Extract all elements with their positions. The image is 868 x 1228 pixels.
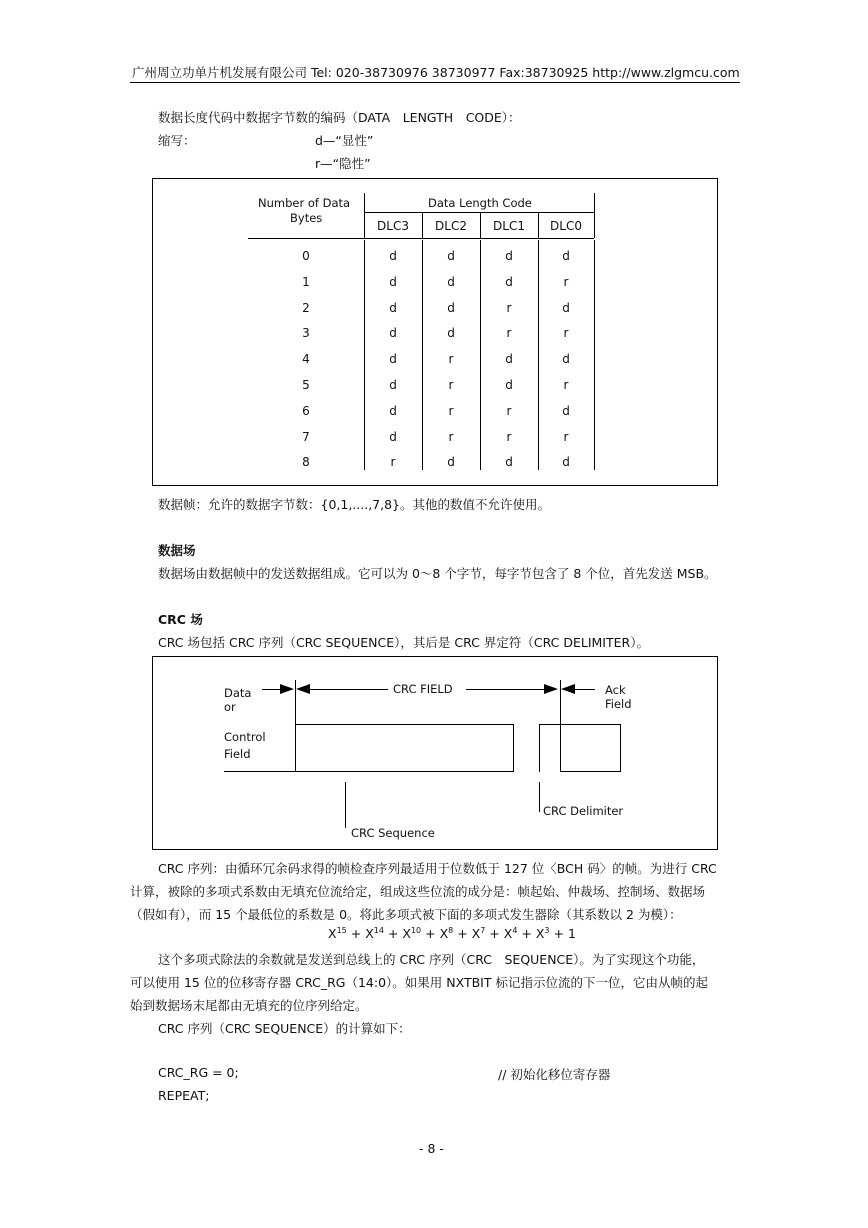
dlc-cell: r xyxy=(448,352,454,367)
data-field-text: 数据场由数据帧中的发送数据组成。它可以为 0～8 个字节，每字节包含了 8 个位，首先发送 MSB。 xyxy=(158,566,717,581)
remainder-para-line3: 始到数据场末尾都由无填充的位序列给定。 xyxy=(130,998,368,1013)
dlc-cell: r xyxy=(506,326,512,341)
poly-operator: + xyxy=(549,926,568,942)
row-byte-count: 7 xyxy=(302,429,310,444)
crc-delimiter-label: CRC Delimiter xyxy=(543,804,624,818)
body-col-divider-4 xyxy=(594,240,595,470)
abbr-label: 缩写： xyxy=(158,133,196,148)
poly-operator: + xyxy=(485,926,504,942)
signal-edge-1 xyxy=(513,724,514,772)
poly-term-base: X xyxy=(439,926,449,942)
dlc-cell: r xyxy=(506,403,512,418)
poly-operator: + xyxy=(517,926,536,942)
arrow-ack-head xyxy=(561,684,575,694)
row-byte-count: 5 xyxy=(302,378,310,392)
poly-term-base: X xyxy=(535,926,545,942)
dlc-cell: r xyxy=(506,429,512,444)
dlc-cell: d xyxy=(389,429,397,444)
body-col-divider-3 xyxy=(538,240,539,470)
col-divider-3 xyxy=(538,212,539,238)
dlc-cell: d xyxy=(389,300,397,315)
dlc-cell: d xyxy=(389,378,397,392)
code-line-2: REPEAT; xyxy=(158,1088,210,1103)
row-byte-count: 3 xyxy=(302,326,310,341)
dlc-cell: d xyxy=(447,326,455,341)
poly-term-exponent: 15 xyxy=(336,926,347,935)
poly-term-base: X xyxy=(365,926,374,942)
row-byte-count: 1 xyxy=(302,274,310,289)
calc-intro: CRC 序列（CRC SEQUENCE）的计算如下： xyxy=(158,1021,411,1036)
poly-term-exponent: 4 xyxy=(512,926,518,935)
poly-operator: + xyxy=(346,926,366,942)
dlc-cell: d xyxy=(505,274,513,289)
group-header-rule xyxy=(364,212,594,213)
dlc-cell: d xyxy=(447,249,455,263)
signal-low-1 xyxy=(224,771,514,772)
crc-seq-para-line3: （假如有），而 15 个最低位的系数是 0。将此多项式被下面的多项式发生器除（其系数以 2 为模）： xyxy=(130,907,682,922)
body-col-divider-0 xyxy=(364,240,365,470)
poly-operator: + xyxy=(453,926,472,942)
diagram-ack-field-label: Field xyxy=(605,697,632,711)
crc-seq-para-line2: 计算，被除的多项式系数由无填充位流给定，组成这些位流的成分是：帧起始、仲裁场、控制场、数据场 xyxy=(130,884,706,899)
signal-edge-3 xyxy=(620,724,621,772)
arrow-crc-end-head xyxy=(544,684,558,694)
dlc-cell: r xyxy=(390,455,396,470)
poly-term-exponent: 10 xyxy=(410,926,422,935)
body-col-divider-2 xyxy=(480,240,481,470)
arrow-ack-shaft xyxy=(575,689,595,690)
col-header-dlc1: DLC1 xyxy=(493,219,525,233)
row-byte-count: 2 xyxy=(302,300,310,315)
body-col-divider-1 xyxy=(422,240,423,470)
dlc-cell: d xyxy=(562,455,570,470)
dlc-cell: d xyxy=(447,274,455,289)
col-divider-1 xyxy=(422,212,423,238)
remainder-para-line2: 可以使用 15 位的位移寄存器 CRC_RG（14:0）。如果用 NXTBIT 标记指示位流的下一位，它由从帧的起 xyxy=(130,975,708,990)
dlc-cell: r xyxy=(448,403,454,418)
arrow-left-shaft xyxy=(262,689,282,690)
data-frame-note: 数据帧：允许的数据字节数：{0,1,....,7,8}。其他的数值不允许使用。 xyxy=(158,497,551,512)
page-number: - 8 - xyxy=(419,1141,444,1156)
row-byte-count: 4 xyxy=(302,352,310,367)
dlc-cell: d xyxy=(562,249,570,263)
crc-field-text: CRC 场包括 CRC 序列（CRC SEQUENCE），其后是 CRC 界定符（CRC DELIMITER）。 xyxy=(158,635,649,650)
crc-seq-pointer xyxy=(345,782,346,828)
diagram-control-label: Control xyxy=(224,730,266,744)
diagram-control-field-label: Field xyxy=(224,747,251,761)
dlc-cell: r xyxy=(506,300,512,315)
col-header-dlc2: DLC2 xyxy=(435,219,467,233)
dlc-cell: d xyxy=(389,326,397,341)
poly-term-exponent: 14 xyxy=(373,926,384,935)
dlc-cell: d xyxy=(389,249,397,263)
table-header-divider xyxy=(364,193,365,238)
dlc-cell: d xyxy=(389,403,397,418)
poly-term-exponent: 8 xyxy=(448,926,454,935)
poly-operator: + xyxy=(421,926,440,942)
poly-term-exponent: 3 xyxy=(544,926,550,935)
page-header: 广州周立功单片机发展有限公司 Tel: 020-38730976 38730977 Fax:38730925 http://www.zlgmcu.com xyxy=(132,65,740,80)
code-line-1: CRC_RG = 0; xyxy=(158,1065,239,1080)
poly-term-exponent: 7 xyxy=(480,926,486,935)
code-line-1-comment: // 初始化移位寄存器 xyxy=(498,1067,611,1082)
diagram-or-label: or xyxy=(224,700,236,714)
crc-field-title: CRC 场 xyxy=(158,612,203,627)
crc-sequence-label: CRC Sequence xyxy=(351,826,435,840)
diagram-ack-label: Ack xyxy=(605,683,626,697)
dlc-cell: d xyxy=(389,274,397,289)
row-byte-count: 0 xyxy=(302,249,310,263)
abbr-recessive: r—“隐性” xyxy=(315,156,371,171)
table-header-rule xyxy=(248,238,594,239)
dlc-cell: r xyxy=(448,429,454,444)
poly-term-base: X xyxy=(402,926,411,942)
dlc-cell: d xyxy=(562,403,570,418)
data-field-title: 数据场 xyxy=(158,543,196,558)
poly-term-base: X xyxy=(328,926,337,942)
remainder-para-line1: 这个多项式除法的余数就是发送到总线上的 CRC 序列（CRC SEQUENCE）。为了实现这个功能， xyxy=(158,952,705,967)
diagram-data-label: Data xyxy=(224,686,252,700)
dlc-cell: d xyxy=(505,378,513,392)
table-right-divider xyxy=(594,193,595,238)
dlc-cell: r xyxy=(563,326,569,341)
crc-span-shaft-right xyxy=(466,689,544,690)
dlc-cell: d xyxy=(562,300,570,315)
arrow-left-head xyxy=(280,684,294,694)
signal-edge-2 xyxy=(539,724,540,772)
crc-delim-pointer xyxy=(539,782,540,812)
dlc-intro: 数据长度代码中数据字节数的编码（DATA LENGTH CODE）： xyxy=(158,110,521,125)
col-header-dlc0: DLC0 xyxy=(550,219,582,233)
poly-constant: 1 xyxy=(567,926,576,942)
dlc-cell: d xyxy=(562,352,570,367)
dlc-cell: r xyxy=(448,378,454,392)
row-byte-count: 8 xyxy=(302,455,310,470)
dlc-cell: d xyxy=(389,352,397,367)
signal-high-2 xyxy=(539,724,621,725)
abbr-dominant: d—“显性” xyxy=(315,133,374,148)
poly-term-base: X xyxy=(503,926,513,942)
dlc-cell: d xyxy=(505,352,513,367)
signal-low-2 xyxy=(560,771,621,772)
dlc-cell: r xyxy=(563,429,569,444)
dlc-cell: d xyxy=(447,455,455,470)
group-header: Data Length Code xyxy=(428,196,532,210)
poly-operator: + xyxy=(383,926,403,942)
dlc-cell: d xyxy=(505,455,513,470)
dlc-cell: d xyxy=(505,249,513,263)
dlc-cell: d xyxy=(447,300,455,315)
crc-span-shaft-left xyxy=(310,689,388,690)
dlc-cell: r xyxy=(563,274,569,289)
col-number-header-2: Bytes xyxy=(290,211,323,225)
signal-high-1 xyxy=(295,724,514,725)
crc-field-label: CRC FIELD xyxy=(393,682,453,696)
row-byte-count: 6 xyxy=(302,403,310,418)
header-rule xyxy=(130,82,740,83)
dlc-cell: r xyxy=(563,378,569,392)
poly-term-base: X xyxy=(471,926,481,942)
crc-polynomial xyxy=(328,926,576,941)
arrow-crc-start-head xyxy=(296,684,310,694)
col-divider-2 xyxy=(480,212,481,238)
col-header-dlc3: DLC3 xyxy=(377,219,409,233)
col-number-header-1: Number of Data xyxy=(258,196,351,210)
crc-seq-para-line1: CRC 序列：由循环冗余码求得的帧检查序列最适用于位数低于 127 位〈BCH 码〉的帧。为进行 CRC xyxy=(158,861,717,876)
